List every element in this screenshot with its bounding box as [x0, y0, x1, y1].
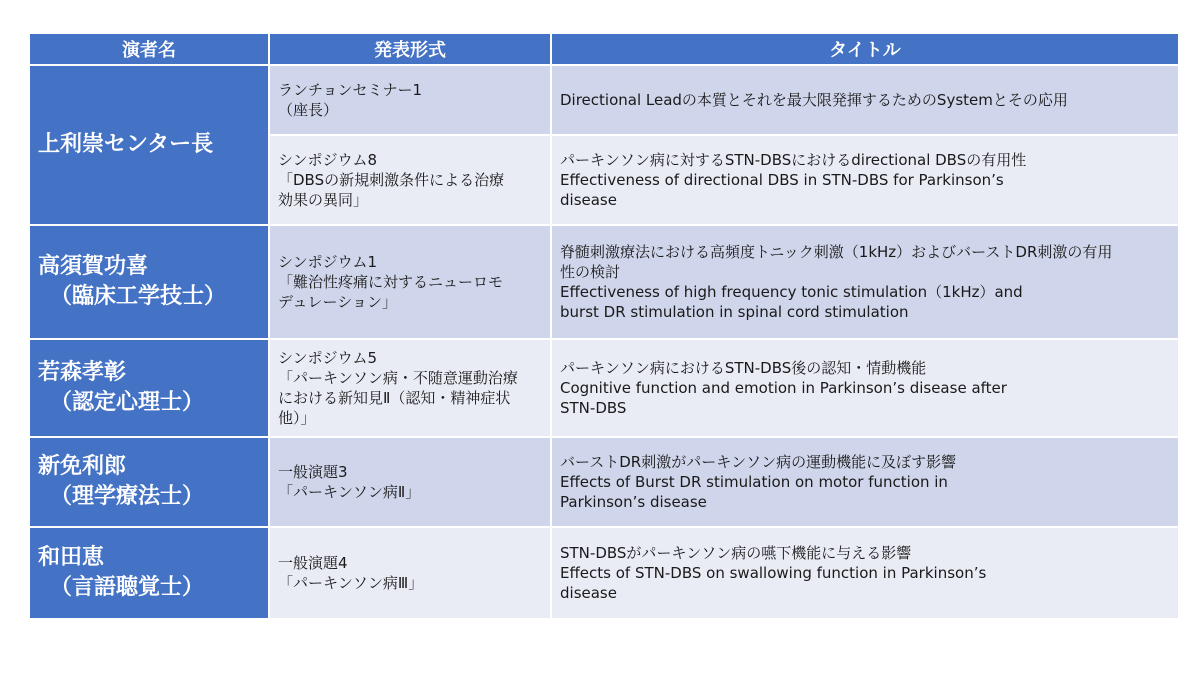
format-line: （座長）: [278, 101, 339, 119]
title-line: burst DR stimulation in spinal cord stimulation: [560, 303, 909, 321]
title-line: バーストDR刺激がパーキンソン病の運動機能に及ぼす影響: [560, 453, 957, 471]
format-line: 「パーキンソン病Ⅲ」: [278, 574, 424, 592]
speaker-role: （理学療法士）: [50, 484, 205, 509]
title-line: Effects of Burst DR stimulation on motor function in: [560, 473, 948, 491]
format-line: 「DBSの新規刺激条件による治療: [278, 171, 505, 189]
title-line: Directional Leadの本質とそれを最大限発揮するためのSystemとその応用: [560, 91, 1068, 109]
speaker-name: 若森孝彰: [38, 360, 127, 385]
title-cell: [552, 526, 1178, 618]
format-cell: [270, 526, 552, 618]
speaker-name: 上利崇センター長: [38, 132, 214, 157]
format-cell: [270, 338, 552, 436]
title-cell: [552, 134, 1178, 224]
header-speaker: 演者名: [30, 34, 270, 64]
title-cell: [552, 338, 1178, 436]
title-line: Cognitive function and emotion in Parkinson’s disease after: [560, 379, 1007, 397]
header-format: 発表形式: [270, 34, 552, 64]
speaker-cell: [30, 64, 270, 224]
format-cell: [270, 64, 552, 134]
format-line: 「パーキンソン病Ⅱ」: [278, 483, 421, 501]
table-row: [30, 64, 1178, 134]
title-line: 性の検討: [560, 263, 621, 281]
title-cell: [552, 224, 1178, 338]
format-line: シンポジウム1: [278, 253, 378, 271]
speaker-role: （臨床工学技士）: [50, 284, 227, 309]
format-line: ランチョンセミナー1: [278, 81, 423, 99]
header-title: タイトル: [552, 34, 1178, 64]
format-line: 効果の異同」: [278, 191, 369, 209]
speaker-role: （認定心理士）: [50, 390, 205, 415]
format-line: 他）」: [278, 409, 316, 427]
title-line: Effectiveness of directional DBS in STN-DBS for Parkinson’s: [560, 171, 1004, 189]
table-header-row: [30, 34, 1178, 64]
presentation-table: [30, 34, 1178, 618]
title-line: STN-DBS: [560, 399, 627, 417]
table-row: [30, 224, 1178, 338]
format-line: 「パーキンソン病・不随意運動治療: [278, 369, 518, 387]
table-row: [30, 526, 1178, 618]
speaker-cell: [30, 526, 270, 618]
format-line: における新知見Ⅱ（認知・精神症状: [278, 389, 511, 407]
format-cell: [270, 224, 552, 338]
title-cell: [552, 64, 1178, 134]
format-cell: [270, 134, 552, 224]
table-row: [30, 338, 1178, 436]
format-line: シンポジウム5: [278, 349, 378, 367]
format-line: デュレーション」: [278, 293, 397, 311]
speaker-cell: [30, 338, 270, 436]
format-line: 一般演題3: [278, 463, 348, 481]
title-line: パーキンソン病に対するSTN-DBSにおけるdirectional DBSの有用性: [560, 151, 1027, 169]
speaker-name: 高須賀功喜: [38, 254, 149, 279]
speaker-cell: [30, 224, 270, 338]
speaker-name: 新免利郎: [38, 454, 127, 479]
speaker-name: 和田恵: [38, 545, 105, 570]
table-row: [30, 436, 1178, 526]
title-line: 脊髄刺激療法における高頻度トニック刺激（1kHz）およびバーストDR刺激の有用: [560, 243, 1113, 261]
format-line: シンポジウム8: [278, 151, 378, 169]
title-line: disease: [560, 584, 617, 602]
speaker-role: （言語聴覚士）: [50, 575, 205, 600]
title-line: Parkinson’s disease: [560, 493, 707, 511]
format-line: 一般演題4: [278, 554, 348, 572]
title-line: パーキンソン病におけるSTN-DBS後の認知・情動機能: [560, 359, 927, 377]
title-line: disease: [560, 191, 617, 209]
format-cell: [270, 436, 552, 526]
speaker-cell: [30, 436, 270, 526]
title-cell: [552, 436, 1178, 526]
format-line: 「難治性疼痛に対するニューロモ: [278, 273, 504, 291]
title-line: Effectiveness of high frequency tonic stimulation（1kHz）and: [560, 283, 1023, 301]
title-line: STN-DBSがパーキンソン病の嚥下機能に与える影響: [560, 544, 912, 562]
title-line: Effects of STN-DBS on swallowing function in Parkinson’s: [560, 564, 987, 582]
